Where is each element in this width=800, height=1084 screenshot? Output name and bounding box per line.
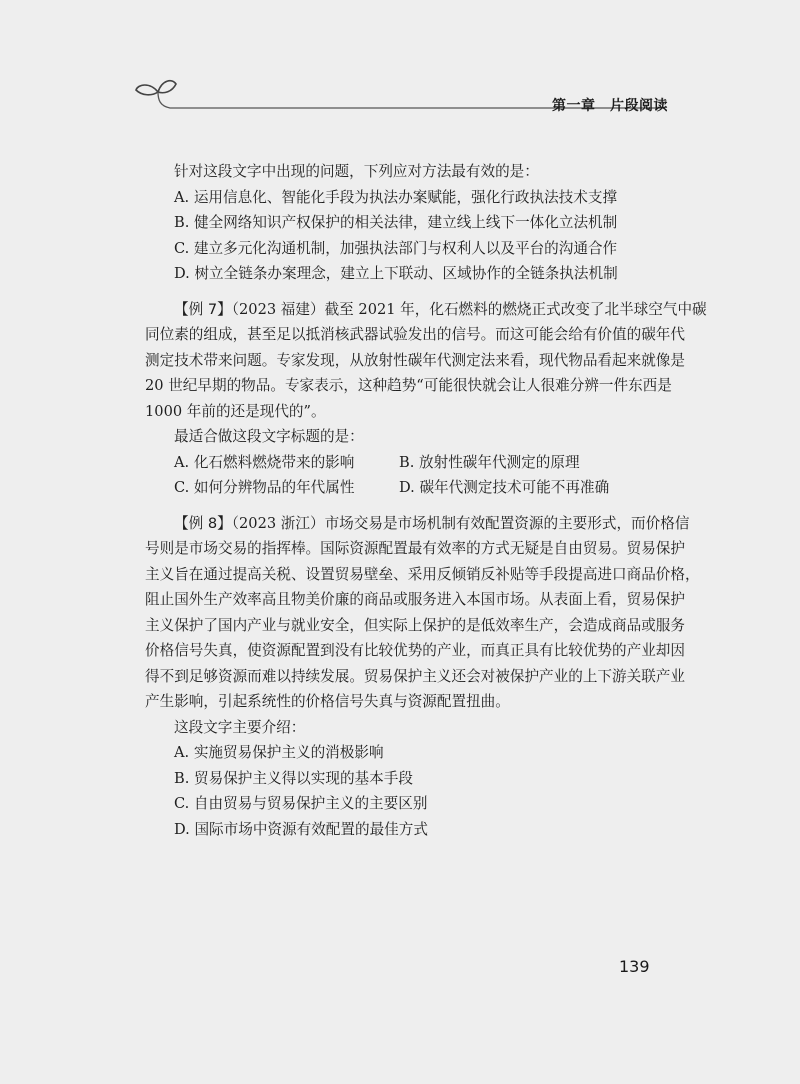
example-8-line-3: 主义旨在通过提高关税、设置贸易壁垒、采用反倾销反补贴等手段提高进口商品价格， [145,565,700,583]
option-b: B. 放射性碳年代测定的原理 [399,453,580,471]
example-8-tag: 【例 8】 [174,514,232,532]
example-8-line-8: 产生影响，引起系统性的价格信号失真与资源配置扭曲。 [145,693,510,710]
example-7-options-row-2 [145,475,635,501]
page-number: 139 [619,957,650,976]
option-b: B. 健全网络知识产权保护的相关法律，建立线上线下一体化立法机制 [174,214,618,231]
option-d: D. 树立全链条办案理念，建立上下联动、区域协作的全链条执法机制 [174,265,618,282]
page-content [145,159,707,842]
example-7-line-2: 同位素的组成，甚至足以抵消核武器试验发出的信号。而这可能会给有价值的碳年代 [145,326,685,343]
example-7-line-1: 截至 2021 年，化石燃料的燃烧正式改变了北半球空气中碳 [324,300,707,318]
example-7-tag: 【例 7】 [174,300,232,318]
chapter-title: 第一章 片段阅读 [552,98,668,114]
example-8-line-6: 价格信号失真，使资源配置到没有比较优势的产业，而真正具有比较优势的产业却因 [145,642,685,659]
question-stem: 针对这段文字中出现的问题，下列应对方法最有效的是： [174,163,539,180]
example-8-question: 这段文字主要介绍： [174,718,306,736]
example-8 [145,511,700,843]
example-7-first-line [145,297,707,323]
example-7-source: （2023 福建） [231,300,325,318]
question-block [145,159,635,287]
example-8-source: （2023 浙江） [231,514,325,532]
example-8-line-2: 号则是市场交易的指挥棒。国际资源配置最有效率的方式无疑是自由贸易。贸易保护 [145,540,685,557]
example-8-line-5: 主义保护了国内产业与就业安全，但实际上保护的是低效率生产，会造成商品或服务 [145,616,685,634]
example-7-options-row-1 [145,450,635,476]
example-8-first-line [145,511,690,537]
option-b: B. 贸易保护主义得以实现的基本手段 [174,769,413,787]
example-7-line-3: 测定技术带来问题。专家发现，从放射性碳年代测定法来看，现代物品看起来就像是 [145,351,685,369]
example-8-line-7: 得不到足够资源而难以持续发展。贸易保护主义还会对被保护产业的上下游关联产业 [145,667,685,685]
option-c: C. 自由贸易与贸易保护主义的主要区别 [174,795,428,812]
option-c: C. 如何分辨物品的年代属性 [174,479,355,496]
option-c: C. 建立多元化沟通机制，加强执法部门与权利人以及平台的沟通合作 [174,239,618,257]
example-8-line-1: 市场交易是市场机制有效配置资源的主要形式，而价格信 [324,514,690,532]
option-d: D. 碳年代测定技术可能不再准确 [399,479,610,496]
example-8-line-4: 阻止国外生产效率高且物美价廉的商品或服务进入本国市场。从表面上看，贸易保护 [145,591,685,608]
sprout-rule-icon [0,0,800,130]
option-a: A. 运用信息化、智能化手段为执法办案赋能，强化行政执法技术支撑 [174,188,618,206]
example-7-question: 最适合做这段文字标题的是： [174,428,364,445]
page-header [0,0,800,130]
example-7 [145,297,707,501]
option-d: D. 国际市场中资源有效配置的最佳方式 [174,820,428,838]
option-a: A. 实施贸易保护主义的消极影响 [174,744,384,761]
example-7-line-4: 20 世纪早期的物品。专家表示，这种趋势“可能很快就会让人很难分辨一件东西是 [145,377,672,394]
option-a: A. 化石燃料燃烧带来的影响 [174,453,355,471]
example-7-line-5: 1000 年前的还是现代的”。 [145,402,326,420]
